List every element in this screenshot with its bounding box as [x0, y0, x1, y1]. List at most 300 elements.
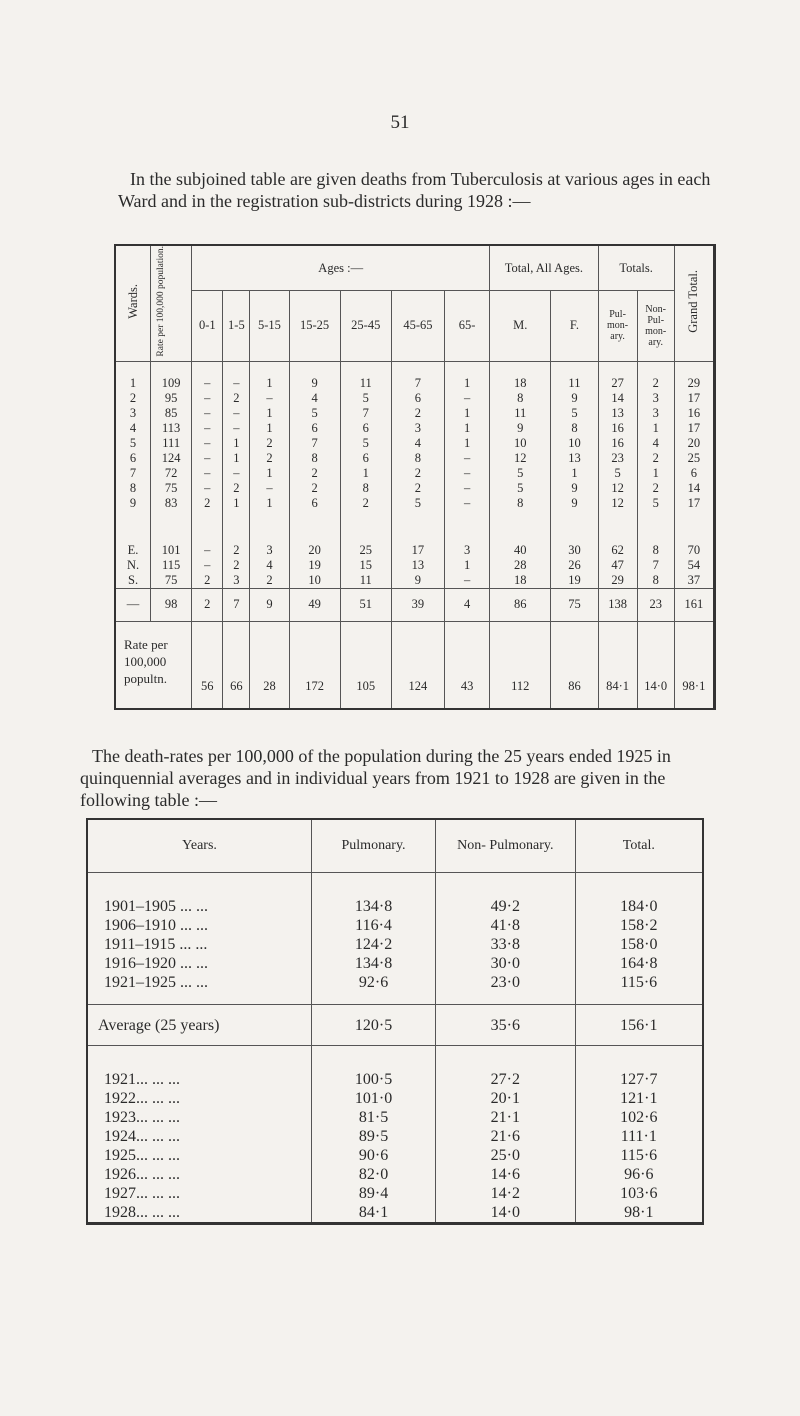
table-cell: 12 [598, 481, 637, 496]
table-cell: 21·1 [435, 1108, 575, 1127]
table-row [115, 451, 715, 466]
table-cell: 2 [250, 573, 289, 589]
table-cell: 124 [391, 621, 444, 709]
table-cell: 5 [490, 481, 551, 496]
table-cell: 5 [598, 466, 637, 481]
table-cell: 5 [340, 436, 391, 451]
table-cell: 6 [391, 391, 444, 406]
total-row [115, 588, 715, 621]
table-cell: 2 [192, 496, 223, 511]
table-row [115, 529, 715, 558]
table-cell: 75 [551, 588, 598, 621]
table-cell: 1928... ... ... [87, 1203, 312, 1224]
table-cell: 2 [289, 481, 340, 496]
table-cell: 7 [115, 466, 151, 481]
table-cell: 156·1 [575, 1005, 703, 1046]
table-cell: – [445, 451, 490, 466]
table-cell: 26 [551, 558, 598, 573]
table-cell: 124·2 [312, 935, 436, 954]
table-cell: 27·2 [435, 1046, 575, 1090]
table-cell: 12 [490, 451, 551, 466]
table-cell: 95 [151, 391, 192, 406]
table-cell: 184·0 [575, 873, 703, 917]
table-cell: 25·0 [435, 1146, 575, 1165]
table-cell: 8 [289, 451, 340, 466]
table-cell: 121·1 [575, 1089, 703, 1108]
table-cell: 16 [598, 436, 637, 451]
table-cell: 172 [289, 621, 340, 709]
table-cell: – [192, 529, 223, 558]
spacer-cell [551, 511, 598, 529]
age-header: 1-5 [223, 291, 250, 362]
table-cell: – [192, 558, 223, 573]
table-cell: 3 [223, 573, 250, 589]
table-cell: 115·6 [575, 1146, 703, 1165]
table-cell: 17 [391, 529, 444, 558]
table-cell: 100·5 [312, 1046, 436, 1090]
table-cell: 49·2 [435, 873, 575, 917]
spacer-cell [192, 511, 223, 529]
table-cell: – [250, 481, 289, 496]
table-cell: 8 [551, 421, 598, 436]
table-cell: 35·6 [435, 1005, 575, 1046]
table-cell: 4 [115, 421, 151, 436]
table-cell: 1 [637, 421, 674, 436]
table-cell: 83 [151, 496, 192, 511]
table-cell: – [192, 451, 223, 466]
table-cell: 86 [551, 621, 598, 709]
table-cell: 2 [391, 466, 444, 481]
spacer-cell [250, 511, 289, 529]
table-row [115, 481, 715, 496]
table-cell: 85 [151, 406, 192, 421]
spacer-cell [223, 511, 250, 529]
table-cell: N. [115, 558, 151, 573]
table-cell: – [223, 466, 250, 481]
table-cell: 30 [551, 529, 598, 558]
table-cell: 16 [674, 406, 714, 421]
table-cell: 4 [445, 588, 490, 621]
female-header: F. [551, 291, 598, 362]
table-cell: 164·8 [575, 954, 703, 973]
table-cell: 81·5 [312, 1108, 436, 1127]
table-cell: 6 [674, 466, 714, 481]
table-row [115, 436, 715, 451]
age-header: 15-25 [289, 291, 340, 362]
age-header: 65- [445, 291, 490, 362]
table-cell: 84·1 [598, 621, 637, 709]
table-cell: 39 [391, 588, 444, 621]
spacer-cell [151, 511, 192, 529]
table-cell: 3 [115, 406, 151, 421]
table-cell: 6 [115, 451, 151, 466]
table-cell: 70 [674, 529, 714, 558]
age-header: 0-1 [192, 291, 223, 362]
age-header: 25-45 [340, 291, 391, 362]
table-cell: 43 [445, 621, 490, 709]
table-cell: 9 [551, 391, 598, 406]
table-cell: 13 [598, 406, 637, 421]
table-cell: 1 [637, 466, 674, 481]
grand-total-header: Grand Total. [674, 245, 714, 361]
table-cell: 1901–1905 ... ... [87, 873, 312, 917]
table-cell: 1 [250, 421, 289, 436]
table-cell: 2 [391, 406, 444, 421]
table-cell: 1 [445, 558, 490, 573]
table-cell: 5 [551, 406, 598, 421]
table-cell: S. [115, 573, 151, 589]
table-cell: 7 [223, 588, 250, 621]
table-cell: 33·8 [435, 935, 575, 954]
table-row [115, 466, 715, 481]
table-cell: 109 [151, 361, 192, 391]
table-cell: 115·6 [575, 973, 703, 1005]
table-row [87, 1005, 703, 1046]
ages-header: Ages :— [192, 245, 490, 291]
table-cell: 158·2 [575, 916, 703, 935]
table-cell: 9 [289, 361, 340, 391]
table-cell: 27 [598, 361, 637, 391]
table-cell: 2 [223, 481, 250, 496]
table-cell: 9 [490, 421, 551, 436]
table-cell: 112 [490, 621, 551, 709]
table-row [115, 496, 715, 511]
table-cell: 8 [391, 451, 444, 466]
death-rates-table [86, 818, 704, 1225]
table-cell: 1926... ... ... [87, 1165, 312, 1184]
table-cell: 28 [490, 558, 551, 573]
table-cell: 101·0 [312, 1089, 436, 1108]
table-cell: 4 [391, 436, 444, 451]
table-row [87, 935, 703, 954]
table-row [87, 973, 703, 1005]
table-cell: 1 [445, 406, 490, 421]
table-cell: 16 [598, 421, 637, 436]
table-row [115, 573, 715, 589]
spacer-cell [289, 511, 340, 529]
table-cell: 13 [391, 558, 444, 573]
table-cell: 2 [250, 436, 289, 451]
pulmonary-header: Pulmonary. [312, 819, 436, 873]
table-cell: 17 [674, 496, 714, 511]
spacer-cell [445, 511, 490, 529]
years-header: Years. [87, 819, 312, 873]
table-cell: 17 [674, 421, 714, 436]
table-row [87, 873, 703, 917]
table-cell: 7 [340, 406, 391, 421]
table-cell: 14 [674, 481, 714, 496]
table-cell: 3 [391, 421, 444, 436]
table-cell: 28 [250, 621, 289, 709]
table-cell: – [192, 436, 223, 451]
table-row [115, 421, 715, 436]
table-cell: 62 [598, 529, 637, 558]
table-cell: 2 [115, 391, 151, 406]
table-cell: – [223, 361, 250, 391]
table-cell: 29 [674, 361, 714, 391]
table-cell: 1 [223, 496, 250, 511]
table-cell: — [115, 588, 151, 621]
table-cell: 75 [151, 481, 192, 496]
table-row [115, 406, 715, 421]
table-cell: 4 [250, 558, 289, 573]
table-cell: 1916–1920 ... ... [87, 954, 312, 973]
table-cell: 10 [289, 573, 340, 589]
table-cell: 14·0 [435, 1203, 575, 1224]
rate-row [115, 621, 715, 709]
table-cell: 11 [490, 406, 551, 421]
spacer-cell [340, 511, 391, 529]
table-cell: 41·8 [435, 916, 575, 935]
table-cell: – [192, 481, 223, 496]
table-cell: 9 [391, 573, 444, 589]
table-cell: 4 [637, 436, 674, 451]
spacer-cell [391, 511, 444, 529]
table-cell: 11 [340, 573, 391, 589]
table-cell: 49 [289, 588, 340, 621]
table-cell: 82·0 [312, 1165, 436, 1184]
table-cell: 20·1 [435, 1089, 575, 1108]
table-cell: 138 [598, 588, 637, 621]
table-cell: 10 [490, 436, 551, 451]
table-cell: – [445, 496, 490, 511]
table-cell: 9 [551, 496, 598, 511]
table-cell: 14 [598, 391, 637, 406]
table-cell: 2 [250, 451, 289, 466]
table-cell: 25 [340, 529, 391, 558]
table-row [87, 1184, 703, 1203]
spacer-cell [598, 511, 637, 529]
table-cell: 5 [289, 406, 340, 421]
table-cell: 84·1 [312, 1203, 436, 1224]
table-cell: 19 [551, 573, 598, 589]
rate-header: Rate per 100,000 population. [151, 245, 192, 361]
table-cell: 7 [289, 436, 340, 451]
table-cell: 2 [391, 481, 444, 496]
table-row [87, 1089, 703, 1108]
table-cell: 19 [289, 558, 340, 573]
table-cell: 1924... ... ... [87, 1127, 312, 1146]
table-cell: 23 [637, 588, 674, 621]
table-cell: 14·0 [637, 621, 674, 709]
table-cell: 1 [340, 466, 391, 481]
table-cell: 124 [151, 451, 192, 466]
table-cell: 1922... ... ... [87, 1089, 312, 1108]
table-cell: 9 [115, 496, 151, 511]
table-cell: 11 [551, 361, 598, 391]
non-pulmonary-header: Non- Pul- mon- ary. [637, 291, 674, 362]
table-cell: – [445, 481, 490, 496]
table-row [87, 1046, 703, 1090]
table-cell: 115 [151, 558, 192, 573]
table-cell: 6 [289, 421, 340, 436]
table-row [87, 916, 703, 935]
table-cell: 1923... ... ... [87, 1108, 312, 1127]
male-header: M. [490, 291, 551, 362]
table-cell: 66 [223, 621, 250, 709]
table-cell: 14·6 [435, 1165, 575, 1184]
totals-header: Totals. [598, 245, 674, 291]
age-header: 5-15 [250, 291, 289, 362]
table-row [87, 954, 703, 973]
table-cell: 5 [391, 496, 444, 511]
table-cell: 2 [192, 573, 223, 589]
rate-row-label: Rate per 100,000 popultn. [115, 621, 192, 709]
table-cell: 2 [340, 496, 391, 511]
non-pulmonary-header: Non- Pulmonary. [435, 819, 575, 873]
table-cell: 1 [223, 451, 250, 466]
table-cell: 105 [340, 621, 391, 709]
table-cell: 8 [637, 573, 674, 589]
table-cell: – [445, 573, 490, 589]
table-cell: 7 [391, 361, 444, 391]
table-cell: 1 [115, 361, 151, 391]
table-cell: 96·6 [575, 1165, 703, 1184]
table-cell: 2 [223, 558, 250, 573]
ward-deaths-table [114, 244, 716, 710]
table-cell: 3 [637, 406, 674, 421]
table-cell: 120·5 [312, 1005, 436, 1046]
table-cell: 1921... ... ... [87, 1046, 312, 1090]
table-cell: 29 [598, 573, 637, 589]
table-cell: 56 [192, 621, 223, 709]
table-cell: 47 [598, 558, 637, 573]
table-cell: – [192, 391, 223, 406]
table-cell: 98 [151, 588, 192, 621]
table-cell: – [192, 406, 223, 421]
table-cell: 3 [637, 391, 674, 406]
table-cell: 8 [490, 496, 551, 511]
table-cell: 111 [151, 436, 192, 451]
total-header: Total. [575, 819, 703, 873]
table-cell: 90·6 [312, 1146, 436, 1165]
table-cell: 15 [340, 558, 391, 573]
table-cell: 113 [151, 421, 192, 436]
table-cell: 54 [674, 558, 714, 573]
table-cell: 9 [551, 481, 598, 496]
table-cell: 134·8 [312, 873, 436, 917]
table-row [87, 1127, 703, 1146]
table-cell: 1921–1925 ... ... [87, 973, 312, 1005]
table-cell: 20 [674, 436, 714, 451]
table-cell: 98·1 [674, 621, 714, 709]
total-all-ages-header: Total, All Ages. [490, 245, 598, 291]
table-cell: – [192, 466, 223, 481]
table-cell: 111·1 [575, 1127, 703, 1146]
table-cell: Average (25 years) [87, 1005, 312, 1046]
table-row [115, 391, 715, 406]
table-cell: 6 [340, 451, 391, 466]
rates-paragraph: The death-rates per 100,000 of the population during the 25 years ended 1925 in quinquennial averages and in individual years from 1921 to 1928 are given in the following table :— [80, 746, 671, 810]
table-row [87, 1146, 703, 1165]
table-cell: 2 [637, 481, 674, 496]
table-cell: 1 [223, 436, 250, 451]
spacer-row [115, 511, 715, 529]
table-cell: 40 [490, 529, 551, 558]
table-cell: 23 [598, 451, 637, 466]
table-cell: 13 [551, 451, 598, 466]
spacer-cell [637, 511, 674, 529]
table-cell: – [192, 421, 223, 436]
age-header: 45-65 [391, 291, 444, 362]
table-cell: 134·8 [312, 954, 436, 973]
table-cell: 2 [637, 451, 674, 466]
table-cell: 1 [250, 361, 289, 391]
table-cell: – [445, 466, 490, 481]
table-cell: – [445, 391, 490, 406]
table-cell: 3 [250, 529, 289, 558]
table-cell: 86 [490, 588, 551, 621]
table-cell: 161 [674, 588, 714, 621]
table-cell: 6 [289, 496, 340, 511]
table-cell: 103·6 [575, 1184, 703, 1203]
table-cell: 98·1 [575, 1203, 703, 1224]
page-number: 51 [390, 112, 410, 133]
table-cell: 20 [289, 529, 340, 558]
table-cell: 10 [551, 436, 598, 451]
table-cell: 8 [115, 481, 151, 496]
table-cell: 1 [445, 436, 490, 451]
spacer-cell [674, 511, 714, 529]
table-cell: 5 [490, 466, 551, 481]
table-row [115, 361, 715, 391]
table-cell: 2 [637, 361, 674, 391]
table-cell: 92·6 [312, 973, 436, 1005]
table-cell: 1 [445, 421, 490, 436]
table-cell: 1 [445, 361, 490, 391]
table-cell: 116·4 [312, 916, 436, 935]
table-cell: 18 [490, 573, 551, 589]
table-cell: E. [115, 529, 151, 558]
spacer-cell [490, 511, 551, 529]
table-cell: 158·0 [575, 935, 703, 954]
intro-paragraph: In the subjoined table are given deaths from Tuberculosis at various ages in each Ward and in the registration sub-districts during 1928 :— [118, 169, 711, 211]
pulmonary-header: Pul- mon- ary. [598, 291, 637, 362]
table-cell: 127·7 [575, 1046, 703, 1090]
table-row [87, 1165, 703, 1184]
table-cell: 21·6 [435, 1127, 575, 1146]
table-cell: 4 [289, 391, 340, 406]
table-cell: 2 [223, 529, 250, 558]
table-cell: 7 [637, 558, 674, 573]
table-cell: 11 [340, 361, 391, 391]
table-cell: 5 [115, 436, 151, 451]
table-cell: 1 [250, 496, 289, 511]
table-cell: 2 [289, 466, 340, 481]
table-cell: – [223, 421, 250, 436]
table-cell: 1 [250, 406, 289, 421]
table-cell: 102·6 [575, 1108, 703, 1127]
table-cell: 1925... ... ... [87, 1146, 312, 1165]
table-cell: 1 [551, 466, 598, 481]
table-cell: 89·5 [312, 1127, 436, 1146]
table-cell: 1906–1910 ... ... [87, 916, 312, 935]
table-cell: 6 [340, 421, 391, 436]
table-row [87, 1108, 703, 1127]
table-cell: 3 [445, 529, 490, 558]
table-cell: 2 [192, 588, 223, 621]
table-cell: 14·2 [435, 1184, 575, 1203]
table-cell: 1927... ... ... [87, 1184, 312, 1203]
table-cell: 75 [151, 573, 192, 589]
table-cell: 8 [340, 481, 391, 496]
table-cell: – [250, 391, 289, 406]
table-cell: 37 [674, 573, 714, 589]
table-cell: 30·0 [435, 954, 575, 973]
table-cell: 51 [340, 588, 391, 621]
table-cell: 72 [151, 466, 192, 481]
table-cell: 101 [151, 529, 192, 558]
